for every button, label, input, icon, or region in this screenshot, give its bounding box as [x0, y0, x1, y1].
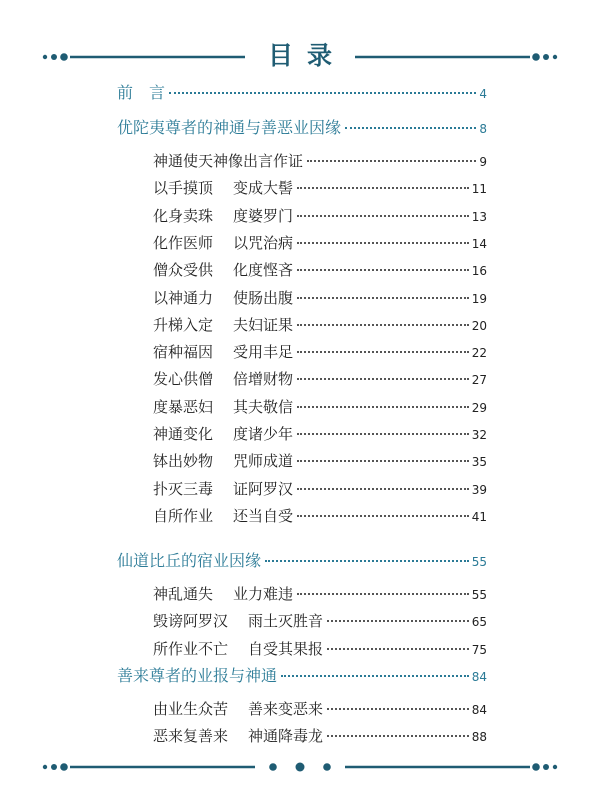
dot-leader — [297, 514, 469, 517]
subentry-title-part1: 化身卖珠 — [153, 206, 214, 225]
subentry-title — [153, 149, 303, 173]
subentry-title-part2: 业力难违 — [233, 585, 294, 603]
subentry-title-part1: 自所作业 — [153, 506, 214, 525]
subentry-title-part2: 神通降毒龙 — [248, 727, 324, 746]
subentry-title-part2: 倍增财物 — [233, 370, 294, 389]
subentry-title-part1: 以手摸顶 — [153, 179, 214, 198]
subentry-title-part2: 以咒治病 — [233, 233, 294, 252]
dot-leader — [297, 186, 469, 189]
subentry-title-part1: 神通使天神像出言作证 — [153, 152, 304, 170]
subentry-title-part1: 恶来复善来 — [153, 727, 229, 746]
dot-leader — [265, 559, 469, 562]
dot-leader — [297, 323, 469, 326]
page-title: 目录 — [267, 41, 346, 70]
dot-leader — [297, 487, 469, 490]
subentry-title-part1: 扑灭三毒 — [153, 479, 214, 498]
page-number: 39 — [471, 482, 487, 497]
toc-subentry[interactable] — [153, 449, 487, 474]
page-number: 22 — [471, 346, 487, 361]
page-number: 14 — [471, 236, 487, 251]
dot-leader — [169, 91, 476, 94]
page-number: 8 — [479, 122, 487, 136]
subentry-title — [153, 477, 293, 501]
subentry-title-part1: 宿种福因 — [153, 343, 214, 362]
dot-leader — [327, 734, 469, 737]
toc-subentry[interactable] — [153, 582, 487, 607]
dot-leader — [297, 405, 469, 408]
subentry-title — [153, 258, 293, 282]
subentry-title — [153, 609, 323, 633]
toc-subentry[interactable] — [153, 340, 487, 365]
dot-leader — [297, 241, 469, 244]
toc-subentry[interactable] — [153, 395, 487, 420]
dot-leader — [297, 377, 469, 380]
toc-subentry[interactable] — [153, 637, 487, 662]
subentry-title-part2: 善来变恶来 — [248, 700, 324, 718]
subentry-title — [153, 449, 293, 473]
section-title: 优陀夷尊者的神通与善恶业因缘 — [117, 118, 342, 137]
page-number: 88 — [471, 730, 487, 745]
subentry-title-part2: 还当自受 — [233, 506, 294, 525]
page-number: 41 — [471, 509, 487, 524]
subentry-title-part1: 由业生众苦 — [153, 700, 229, 718]
dot-leader — [297, 296, 469, 299]
subentry-title-part2: 变成大髻 — [233, 179, 294, 198]
page-number: 84 — [471, 703, 487, 717]
subentry-title — [153, 313, 293, 337]
subentry-title-part2: 度诸少年 — [233, 425, 294, 443]
toc-subentry[interactable] — [153, 422, 487, 447]
subentry-title-part1: 化作医师 — [153, 233, 214, 252]
bottom-ornamental-rule — [40, 757, 560, 777]
page-number: 9 — [479, 155, 487, 169]
toc-section-entry[interactable] — [117, 664, 487, 689]
page-number: 19 — [471, 291, 487, 306]
page-number: 75 — [471, 642, 487, 657]
subentry-title-part1: 以神通力 — [153, 288, 214, 307]
toc-subentry[interactable] — [153, 367, 487, 392]
subentry-title-part1: 升梯入定 — [153, 315, 214, 334]
subentry-title — [153, 697, 323, 721]
page-number: 4 — [479, 87, 487, 101]
toc-section-entry[interactable] — [117, 549, 487, 574]
dot-leader — [297, 214, 469, 217]
dot-leader — [307, 159, 476, 162]
subentry-title-part2: 咒师成道 — [233, 452, 294, 471]
dot-leader — [281, 674, 469, 677]
toc-section-entry[interactable] — [117, 81, 487, 106]
dot-leader — [327, 707, 469, 710]
page-number: 55 — [471, 588, 487, 602]
subentry-title — [153, 504, 293, 528]
page-number: 55 — [471, 555, 487, 569]
page-number: 35 — [471, 455, 487, 470]
subentry-title-part2: 度婆罗门 — [233, 206, 294, 225]
page-number: 27 — [471, 373, 487, 388]
subentry-title-part2: 化度悭吝 — [233, 261, 294, 280]
page-number: 65 — [471, 615, 487, 630]
subentry-title-part2: 其夫敬信 — [233, 397, 294, 416]
page-number: 11 — [471, 182, 487, 197]
dot-leader — [297, 432, 469, 435]
section-title: 仙道比丘的宿业因缘 — [117, 551, 262, 570]
subentry-title — [153, 724, 323, 748]
dot-leader — [297, 592, 469, 595]
subentry-title — [153, 582, 293, 606]
toc-subentry[interactable] — [153, 204, 487, 229]
subentry-title-part2: 受用丰足 — [233, 343, 294, 362]
dot-leader — [297, 350, 469, 353]
subentry-title-part2: 自受其果报 — [248, 639, 324, 658]
subentry-title-part1: 毁谤阿罗汉 — [153, 612, 229, 631]
toc-subentry[interactable] — [153, 231, 487, 256]
page-number: 84 — [471, 670, 487, 684]
subentry-title — [153, 340, 293, 364]
toc-subentry[interactable] — [153, 176, 487, 201]
toc-subentry[interactable] — [153, 149, 487, 174]
subentry-title-part1: 度暴恶妇 — [153, 397, 214, 416]
toc-subentry[interactable] — [153, 724, 487, 749]
subentry-title-part1: 所作业不亡 — [153, 639, 229, 658]
page-number: 20 — [471, 318, 487, 333]
subentry-title — [153, 637, 323, 661]
subentry-title — [153, 395, 293, 419]
subentry-title — [153, 231, 293, 255]
toc-subentry[interactable] — [153, 258, 487, 283]
dot-leader — [297, 268, 469, 271]
subentry-title-part1: 神通变化 — [153, 425, 214, 443]
toc-section-entry[interactable] — [117, 116, 487, 141]
toc-subentry[interactable] — [153, 697, 487, 722]
subentry-title-part2: 证阿罗汉 — [233, 479, 294, 498]
subentry-title-part1: 钵出妙物 — [153, 452, 214, 471]
section-title: 善来尊者的业报与神通 — [117, 666, 278, 685]
dot-leader — [327, 647, 469, 650]
toc-subentry[interactable] — [153, 286, 487, 311]
dot-leader — [297, 459, 469, 462]
dot-leader — [327, 619, 469, 622]
section-title: 前 言 — [117, 83, 166, 102]
toc-subentry[interactable] — [153, 313, 487, 338]
subentry-title-part1: 神乱通失 — [153, 585, 214, 603]
page-number: 32 — [471, 428, 487, 442]
subentry-title — [153, 286, 293, 310]
toc-subentry[interactable] — [153, 477, 487, 502]
page-number: 16 — [471, 264, 487, 279]
subentry-title-part1: 僧众受供 — [153, 261, 214, 280]
subentry-title-part2: 雨土灭胜音 — [248, 612, 324, 631]
toc-subentry[interactable] — [153, 504, 487, 529]
subentry-title-part2: 使肠出腹 — [233, 288, 294, 307]
subentry-title — [153, 367, 293, 391]
toc-subentry[interactable] — [153, 609, 487, 634]
subentry-title — [153, 422, 293, 446]
subentry-title-part1: 发心供僧 — [153, 370, 214, 389]
page-number: 13 — [471, 209, 487, 224]
subentry-title-part2: 夫妇证果 — [233, 315, 294, 334]
dot-leader — [345, 126, 476, 129]
page-number: 29 — [471, 400, 487, 415]
subentry-title — [153, 204, 293, 228]
subentry-title — [153, 176, 293, 200]
